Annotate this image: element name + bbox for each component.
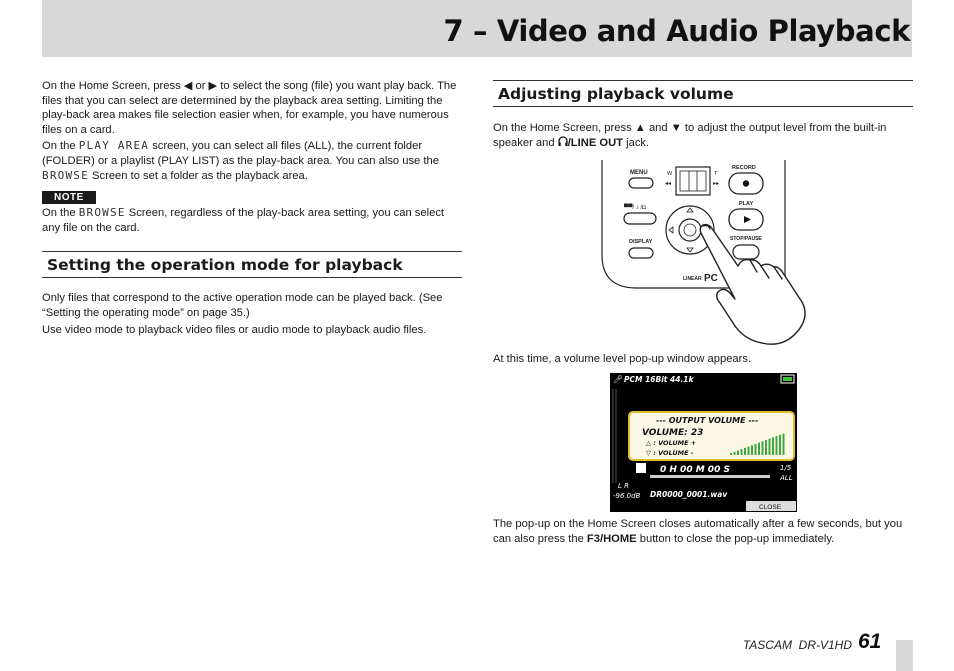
volume-bar xyxy=(755,444,757,455)
headphone-icon xyxy=(558,136,568,146)
text: On the xyxy=(42,140,79,153)
play-label: PLAY xyxy=(739,201,754,207)
operation-mode-paragraph-2: Use video mode to playback video files or audio mode to playback audio files. xyxy=(42,323,427,336)
stop-pause-button xyxy=(733,245,759,259)
lcd-screen-illustration xyxy=(610,373,797,512)
svg-text:🎤︎: 🎤︎ xyxy=(613,375,624,384)
text: Screen to set a folder as the playback area. xyxy=(88,169,308,182)
lcd-browse: BROWSE xyxy=(42,168,89,182)
status-square xyxy=(636,463,646,473)
volume-value: VOLUME: 23 xyxy=(642,428,704,438)
footer-brand xyxy=(743,638,852,652)
text: The pop-up on the Home Screen closes automatically after a few seconds, but you can also press the xyxy=(493,518,903,545)
lcd-play-area: PLAY AREA xyxy=(78,139,150,153)
brand: TASCAM xyxy=(742,638,792,652)
volume-bar xyxy=(737,450,739,455)
volume-bar xyxy=(751,445,753,455)
volume-bar xyxy=(765,440,767,455)
volume-bar xyxy=(779,435,781,455)
volume-bar xyxy=(730,453,732,455)
volume-bar xyxy=(734,452,736,455)
volume-bar xyxy=(741,449,743,455)
volume-bar xyxy=(744,448,746,455)
w-label: W xyxy=(667,171,673,177)
closing-paragraph xyxy=(493,517,913,546)
model: DR-V1HD xyxy=(798,638,852,652)
volume-bar xyxy=(783,434,785,456)
note-badge: NOTE xyxy=(42,191,96,204)
linear-label: LINEAR xyxy=(683,276,702,282)
lcd-browse: BROWSE xyxy=(78,206,126,220)
page-number: 61 xyxy=(858,630,882,653)
caption-text: At this time, a volume level pop-up window appears. xyxy=(493,353,752,365)
volume-bar xyxy=(758,443,760,455)
popup-caption xyxy=(493,352,913,367)
line-out-label: /LINE OUT xyxy=(567,136,624,149)
text: jack. xyxy=(623,136,650,149)
time-display: 0 H 00 M 00 S xyxy=(660,465,730,475)
section-heading-volume: Adjusting playback volume xyxy=(493,80,913,107)
section-heading-operation-mode: Setting the operation mode for playback xyxy=(42,251,462,278)
volume-bar xyxy=(748,447,750,456)
volume-bar xyxy=(776,436,778,455)
format-text: PCM 16Bit 44.1k xyxy=(624,375,694,384)
intro-paragraph: On the Home Screen, press ◀ or ▶ to select the song (file) you want play back. The files that you can select are determined by the playback area setting. Limiting the play-back area makes file selection easier when, for example, you have numerous files on a card. xyxy=(42,80,457,136)
level-db: -96.0dB xyxy=(613,492,641,500)
chapter-title: 7 – Video and Audio Playback xyxy=(443,14,910,48)
mode-icons: ▀▀/ ♪ /◘ xyxy=(624,205,646,211)
closing-caption xyxy=(493,517,913,546)
display-button xyxy=(629,248,653,258)
popup-title: --- OUTPUT VOLUME --- xyxy=(656,416,759,425)
text: screen, you can select all files (ALL), the current folder (FOLDER) or a playlist (PLAY LIST) as the play-back area. You can also use the xyxy=(42,140,439,167)
note-paragraph xyxy=(42,206,462,235)
filename: DR0000_0001.wav xyxy=(650,490,728,499)
pcm-label: PC xyxy=(704,273,718,284)
progress-bar xyxy=(650,475,770,478)
f3-home-label: F3/HOME xyxy=(586,532,637,545)
text: Screen, regardless of the play-back area setting, you can select any file on the card. xyxy=(42,207,445,234)
volume-down-hint: ▽ : VOLUME - xyxy=(646,449,694,457)
volume-bar xyxy=(769,439,771,455)
operation-mode-paragraph-1: Only files that correspond to the active operation mode can be played back. (See “Setting the operating mode” on page 35.) xyxy=(42,292,443,319)
stop-pause-label: STOP/PAUSE xyxy=(730,236,762,242)
close-label: CLOSE xyxy=(759,504,782,511)
text: On the xyxy=(42,207,79,220)
play-area-paragraph xyxy=(42,139,462,183)
volume-bar xyxy=(772,437,774,455)
volume-up-hint: △ : VOLUME + xyxy=(646,439,697,447)
play-area: ALL xyxy=(780,474,793,482)
svg-text:◂◂: ◂◂ xyxy=(665,181,672,187)
device-illustration xyxy=(599,160,809,350)
volume-bar xyxy=(762,441,764,455)
volume-paragraph xyxy=(493,121,913,150)
t-label: T xyxy=(714,171,718,177)
page-tab xyxy=(896,640,913,671)
text: button to close the pop-up immediately. xyxy=(636,532,835,545)
text: On the Home Screen, press ▲ and ▼ to adjust the output level from the built-in speaker and xyxy=(493,122,887,149)
left-column xyxy=(42,79,462,337)
menu-button xyxy=(629,178,653,188)
record-label: RECORD xyxy=(732,165,756,171)
svg-text:▸▸: ▸▸ xyxy=(713,181,720,187)
mode-button xyxy=(624,213,656,224)
menu-label: MENU xyxy=(630,170,648,176)
track-count: 1/5 xyxy=(780,464,792,472)
lr-label: L R xyxy=(618,482,629,490)
display-label: DISPLAY xyxy=(629,239,653,245)
right-column xyxy=(493,80,913,150)
